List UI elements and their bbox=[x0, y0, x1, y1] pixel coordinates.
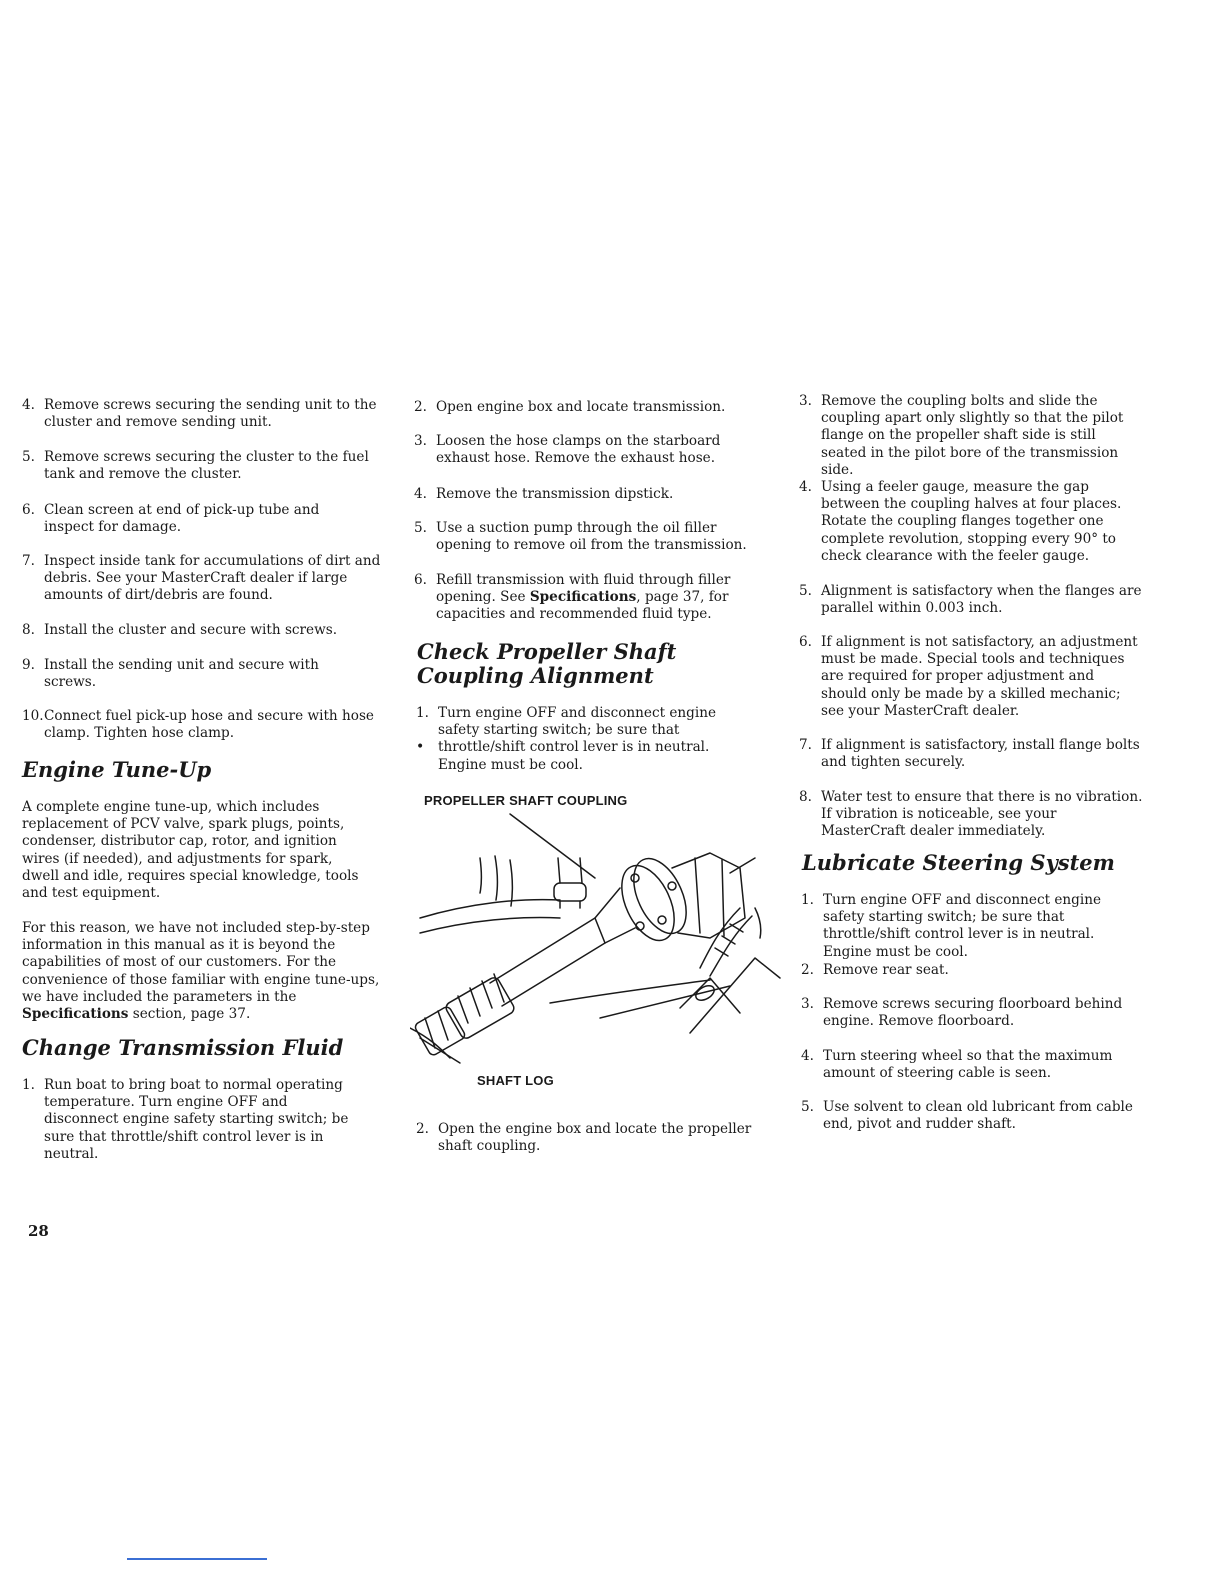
step-number: 8. bbox=[799, 789, 812, 805]
step-number: 9. bbox=[22, 657, 35, 673]
list-item bbox=[414, 520, 759, 554]
step-number: 6. bbox=[414, 572, 427, 588]
list-item bbox=[22, 502, 372, 536]
step-number: 3. bbox=[801, 996, 814, 1012]
propeller-shaft-coupling-illustration bbox=[410, 808, 790, 1088]
heading-line: Check Propeller Shaft bbox=[417, 639, 677, 664]
step-text: Remove screws securing the cluster to the fuel tank and remove the cluster. bbox=[44, 449, 369, 483]
list-item bbox=[414, 572, 759, 624]
list-item bbox=[801, 996, 1146, 1030]
step-number: 4. bbox=[22, 397, 35, 413]
tune-up-paragraph: A complete engine tune-up, which includes replacement of PCV valve, spark plugs, points, condenser, distributor cap, rotor, and ignition wires (if needed), and adjustments for spark, dwell and idle, requires special knowledge, tools and test equipment. bbox=[22, 799, 359, 902]
page-number: 28 bbox=[28, 1222, 49, 1240]
step-text: Turn engine OFF and disconnect engine safety starting switch; be sure that throttle/shift control lever is in neutral. Engine must be cool. bbox=[438, 705, 717, 773]
list-item bbox=[22, 1077, 362, 1163]
list-item bbox=[22, 397, 382, 431]
footer-rule bbox=[127, 1558, 267, 1560]
step-text: Water test to ensure that there is no vibration. If vibration is noticeable, see your MasterCraft dealer immediately. bbox=[821, 789, 1143, 840]
specifications-reference: Specifications bbox=[22, 1006, 129, 1023]
list-item bbox=[799, 789, 1144, 841]
list-item bbox=[22, 657, 362, 691]
step-text: Refill transmission with fluid through filler opening. See bbox=[436, 572, 731, 606]
section-heading-change-transmission-fluid: Change Transmission Fluid bbox=[22, 1035, 344, 1060]
step-text: Remove the coupling bolts and slide the coupling apart only slightly so that the pilot flange on the propeller shaft side is still seated in the pilot bore of the transmission side. bbox=[821, 393, 1124, 478]
step-text: Remove screws securing floorboard behind engine. Remove floorboard. bbox=[823, 996, 1123, 1030]
step-number: 7. bbox=[799, 737, 812, 753]
step-number: 1. bbox=[22, 1077, 35, 1093]
step-number: 2. bbox=[801, 962, 814, 978]
list-item bbox=[799, 634, 1144, 720]
step-text: Remove rear seat. bbox=[823, 962, 949, 978]
step-text: Inspect inside tank for accumulations of dirt and debris. See your MasterCraft dealer if large amounts of dirt/debris are found. bbox=[44, 553, 381, 604]
step-number: 7. bbox=[22, 553, 35, 569]
step-number: 10. bbox=[22, 708, 44, 724]
step-text: Turn steering wheel so that the maximum amount of steering cable is seen. bbox=[823, 1048, 1113, 1082]
section-heading-engine-tune-up: Engine Tune-Up bbox=[22, 757, 212, 782]
step-number: 3. bbox=[799, 393, 812, 409]
list-item bbox=[416, 705, 761, 774]
stray-mark: • bbox=[416, 739, 425, 755]
step-text: If alignment is satisfactory, install flange bolts and tighten securely. bbox=[821, 737, 1140, 771]
list-item bbox=[22, 708, 377, 742]
step-number: 1. bbox=[801, 892, 814, 908]
step-text: , page 37, for capacities and recommended fluid type. bbox=[436, 589, 729, 623]
specifications-reference: Specifications bbox=[529, 589, 637, 606]
step-number: 6. bbox=[799, 634, 812, 650]
step-text: Install the sending unit and secure with screws. bbox=[44, 657, 319, 691]
list-item bbox=[799, 583, 1144, 617]
step-text: Run boat to bring boat to normal operating temperature. Turn engine OFF and disconnect engine safety starting switch; be sure that throttle/shift control lever is in neutral. bbox=[44, 1077, 349, 1162]
list-item bbox=[801, 962, 1146, 979]
paragraph-text: For this reason, we have not included step-by-step information in this manual as it is beyond the capabilities of most of our customers. For the convenience of those familiar with engine tune-ups, we have included the parameters in the bbox=[22, 920, 380, 1005]
step-number: 4. bbox=[801, 1048, 814, 1064]
paragraph-text: section, page 37. bbox=[128, 1006, 251, 1023]
list-item bbox=[416, 1121, 761, 1155]
step-number: 6. bbox=[22, 502, 35, 518]
step-text: Remove screws securing the sending unit to the cluster and remove sending unit. bbox=[44, 397, 377, 431]
list-item bbox=[799, 393, 1144, 479]
list-item bbox=[414, 399, 759, 416]
step-number: 2. bbox=[414, 399, 427, 415]
step-text: Remove the transmission dipstick. bbox=[436, 486, 674, 502]
step-number: 2. bbox=[416, 1121, 429, 1137]
figure-callout-shaft-log: SHAFT LOG bbox=[477, 1073, 554, 1088]
step-number: 4. bbox=[414, 486, 427, 502]
step-number: 5. bbox=[799, 583, 812, 599]
step-number: 3. bbox=[414, 433, 427, 449]
list-item bbox=[22, 553, 382, 605]
step-number: 5. bbox=[22, 449, 35, 465]
heading-line: Coupling Alignment bbox=[417, 663, 654, 688]
title-leader-line bbox=[510, 814, 595, 878]
step-number: 1. bbox=[416, 705, 429, 721]
list-item bbox=[801, 892, 1146, 961]
list-item bbox=[799, 737, 1144, 771]
list-item bbox=[801, 1048, 1146, 1082]
step-text: If alignment is not satisfactory, an adjustment must be made. Special tools and techniques are required for proper adjustment and should only be made by a skilled mechanic; see your MasterCraft dealer. bbox=[821, 634, 1138, 719]
list-item bbox=[801, 1099, 1146, 1133]
step-text: Connect fuel pick-up hose and secure with hose clamp. Tighten hose clamp. bbox=[44, 708, 374, 742]
section-heading-check-propeller-shaft bbox=[417, 640, 676, 688]
step-text: Use a suction pump through the oil filler opening to remove oil from the transmission. bbox=[436, 520, 747, 554]
step-number: 5. bbox=[414, 520, 427, 536]
list-item bbox=[414, 486, 759, 503]
step-text: Open engine box and locate transmission. bbox=[436, 399, 726, 415]
section-heading-lubricate-steering-system: Lubricate Steering System bbox=[802, 850, 1115, 875]
step-text: Install the cluster and secure with screws. bbox=[44, 622, 338, 638]
step-number: 4. bbox=[799, 479, 812, 495]
step-number: 5. bbox=[801, 1099, 814, 1115]
step-text: Loosen the hose clamps on the starboard exhaust hose. Remove the exhaust hose. bbox=[436, 433, 721, 467]
figure-title: PROPELLER SHAFT COUPLING bbox=[424, 793, 628, 808]
list-item bbox=[799, 479, 1144, 565]
step-number: 8. bbox=[22, 622, 35, 638]
list-item bbox=[414, 433, 759, 467]
step-text: Open the engine box and locate the propeller shaft coupling. bbox=[438, 1121, 752, 1155]
list-item bbox=[22, 449, 382, 483]
list-item bbox=[22, 622, 382, 639]
step-text: Clean screen at end of pick-up tube and inspect for damage. bbox=[44, 502, 320, 536]
tune-up-paragraph-2 bbox=[22, 920, 380, 1023]
step-text: Using a feeler gauge, measure the gap between the coupling halves at four places. Rotate the coupling flanges together one complete revolution, stopping every 90° to check clearance with the feeler gauge. bbox=[821, 479, 1122, 564]
step-text: Alignment is satisfactory when the flanges are parallel within 0.003 inch. bbox=[821, 583, 1142, 617]
step-text: Turn engine OFF and disconnect engine safety starting switch; be sure that throttle/shift control lever is in neutral. Engine must be cool. bbox=[823, 892, 1102, 960]
step-text: Use solvent to clean old lubricant from cable end, pivot and rudder shaft. bbox=[823, 1099, 1133, 1133]
